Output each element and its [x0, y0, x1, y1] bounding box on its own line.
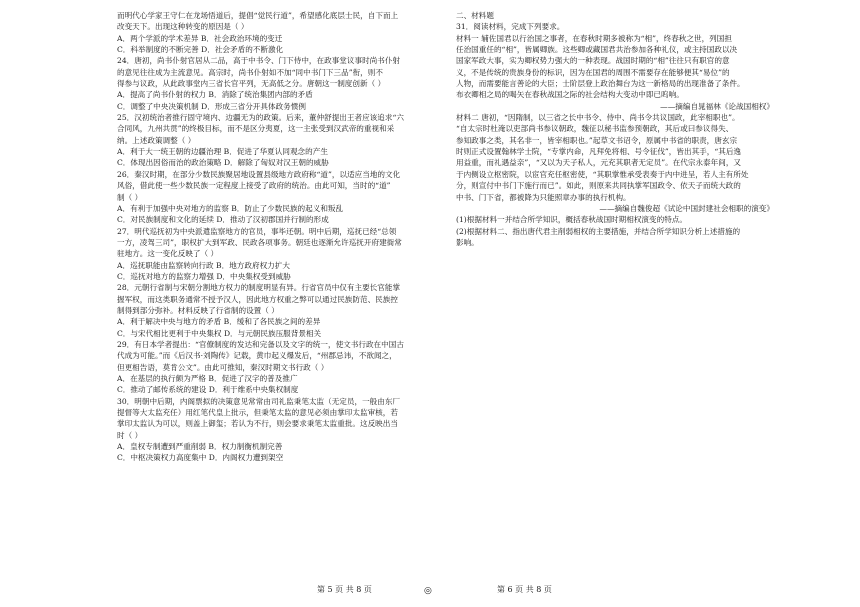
- right-column-line: 二、材料题: [456, 11, 494, 20]
- left-column-line: C．对民族制度和文化的延续 D．推动了汉初郡国并行制的形成: [117, 215, 329, 225]
- left-column-line: 纳。上述政策调整（ ）: [117, 135, 196, 145]
- right-column-line: 用益重，而礼遇益亲”，“又以为天子私人，元充其职者无定员”。在代宗永泰年间，又: [456, 158, 742, 168]
- right-column-line: 时则正式设置翰林学士院，“专掌内命，凡拜免将相、号令征伐”，皆出其手，“其后逸: [456, 147, 742, 157]
- left-column-line: 掌印太监认为可以，则盖上御玺；若认为不行，则会要求秉笔太监重批。这反映出当: [117, 419, 398, 429]
- left-column-line: A．皇权专制遭到严重削弱 B．权力制衡机制完善: [117, 442, 283, 452]
- right-column-line: 中书、门下省，都被降为只能照章办事的执行机构。: [456, 192, 631, 202]
- left-column-line: 的意见往往成为主流意见。高宗时，尚书仆射如不加“同中书门下三品”衔，则不: [117, 67, 383, 77]
- right-column-line: 布衣卿相之局的喝矢在春秋战国之际的社会结构大变动中即已呜响。: [456, 90, 684, 100]
- left-column-line: 29．有日本学者提出：“官僚制度的发达和完备以及文字的统一，使文书行政在中国古: [117, 339, 404, 349]
- right-column-line: (1)根据材料一并结合所学知识，概括春秋战国时期相权演变的特点。: [456, 215, 687, 225]
- left-column-line: C．巡抚对地方的监察力增强 D．中央集权受到威胁: [117, 271, 291, 281]
- left-column-line: A．两个学派的学术差异 B．社会政治环境的变迁: [117, 33, 283, 43]
- right-column: [456, 10, 774, 248]
- left-column-line: C．与宋代相比更利于中央集权 D．与元朝民族压服背景相关: [117, 328, 322, 338]
- left-column-line: A．有利于加强中央对地方的监察 B．防止了少数民族的起义和叛乱: [117, 203, 344, 213]
- right-column-line: “自太宗时杜淹以吏部尚书参议朝政，魏征以秘书监参预朝政，其后或曰参议得失、: [456, 124, 734, 134]
- left-column-line: 27．明代巡抚初为中央派遣监察地方的官员，事毕还朝。明中后期，巡抚已经“总领: [117, 226, 397, 236]
- right-column-line: 材料一 辅佐国君以行治国之事者，在春秋时期多被称为“相”，终春秋之世，列国担: [456, 33, 732, 43]
- right-column-line: ——摘编自魏俊超《试论中国封建社会相职的演变》: [599, 203, 774, 213]
- right-column-line: 影响。: [456, 237, 479, 247]
- left-column-line: C．推动了邮传系统的建设 D．利于维系中央集权制度: [117, 385, 299, 395]
- left-column-line: 制得到部分弥补。材料反映了行省制的设置（ ）: [117, 305, 279, 315]
- left-column: [117, 10, 434, 464]
- left-column-line: A．利于大一统王朝的边疆治理 B．促进了华夏认同观念的产生: [117, 147, 328, 157]
- right-column-line: 义，不是传统的贵族身份的标识，因为在国君的周围不需要存在能够便其“易位”的: [456, 67, 730, 77]
- right-column-line: ——摘编自晁福林《论战国相权》: [660, 101, 774, 111]
- left-column-line: 风俗，借此使一些少数民族一定程度上接受了政府的统治。由此可知，当时的“道”: [117, 181, 391, 191]
- right-column-line: (2)根据材料二、指出唐代君主削弱相权的主要措施，并结合所学知识分析上述措施的: [456, 226, 741, 236]
- left-column-line: C．科举制度的不断完善 D．社会矛盾的不断激化: [117, 45, 284, 55]
- left-column-line: 28．元朝行省制与宋朝分割地方权力的制度明显有异。行省官员中仅有主要长官能掌: [117, 283, 401, 293]
- left-column-line: C．体现出因俗而治的政治策略 D．解除了匈奴对汉王朝的威胁: [117, 158, 329, 168]
- binding-mark-icon: ◎: [424, 586, 432, 596]
- page-number-right: 第 6 页 共 8 页: [497, 585, 552, 594]
- left-column-line: C．调整了中央决策机制 D．形成三省分开具体政务惯例: [117, 101, 306, 111]
- right-column-line: 任治国重任的“相”，皆属卿族。这些卿或藏国君共治参加各种礼仪，或主持国政以决: [456, 45, 738, 55]
- left-column-line: 但更相告语，莫肯公文”。由此可推知，秦汉时期文书行政（ ）: [117, 362, 329, 372]
- left-column-line: 而明代心学家王守仁在龙场悟道后，提倡“觉民行道”，希望感化底层士民，自下而上: [117, 11, 399, 20]
- right-column-line: 参知政事之类，其名非一，皆宰相职也。”起草文书诏令，原属中书省的职责，唐玄宗: [456, 135, 738, 145]
- left-column-line: C．中枢决策权力高度集中 D．内阁权力遭到架空: [117, 453, 284, 463]
- left-column-line: 26．秦汉时期，在部分少数民族聚居地设置县级地方政府称“道”，以适应当地的文化: [117, 169, 401, 179]
- left-column-line: A．在基层的执行颇为严格 B．促进了汉字的普及推广: [117, 374, 298, 383]
- left-column-line: 驻地方。这一变化反映了（ ）: [117, 249, 219, 259]
- left-column-line: 24．唐初，尚书仆射官居从二品，高于中书令、门下侍中，在政事堂议事时尚书仆射: [117, 56, 401, 66]
- left-column-line: 一方，凌驾三司”，职权扩大到军政、民政各项事务。朝廷也逐渐允许巡抚开府建衙常: [117, 237, 402, 247]
- left-column-line: 时（ ）: [117, 430, 143, 440]
- left-column-line: A．利于解决中央与地方的矛盾 B．缓和了各民族之间的差异: [117, 317, 321, 327]
- left-column-line: 代成为可能。”而《后汉书·刘陶传》记载，黄巾起义爆发后，“州郡忌讳，不欲闻之，: [117, 351, 397, 361]
- left-column-line: 握军权，而这类职务通常不授予汉人，因此地方权重之弊可以通过民族防范、民族控: [117, 294, 398, 304]
- left-column-line: 制（ ）: [117, 192, 143, 202]
- right-column-line: 国家军政大事，实为卿权势力强大的一种表现。战国时期的“相”往往只有职官的意: [456, 56, 730, 66]
- page-number-left: 第 5 页 共 8 页: [317, 585, 372, 594]
- left-column-line: 改变天下。出现这种转变的原因是（ ）: [117, 22, 249, 32]
- right-column-line: 分，则宣付中书门下施行而已”。如此，则原来共同执掌军国政令、依天子而统大政的: [456, 181, 741, 191]
- left-column-line: 合同风，九州共贯”的终极目标，而不是区分夷夏，这一主张受到汉武帝的重视和采: [117, 124, 395, 134]
- right-column-line: 于内侧设立枢密院，以宦官充任枢密使，“其职掌惟承受表奏于内中进呈，若人主有所处: [456, 169, 749, 179]
- left-column-line: 30．明朝中后期，内阁票拟的决策意见常常由司礼监秉笔太监（无定员，一般由东厂: [117, 396, 401, 406]
- left-column-line: 得参与议政，从此政事堂内三省长官平列，无高低之分。唐朝这一制度创新（ ）: [117, 79, 386, 89]
- left-column-line: 提督等大太监充任）用红笔代皇上批示，但秉笔太监的意见必须由掌印太监审核，若: [117, 408, 398, 418]
- left-column-line: A．巡抚职能由监察转向行政 B．地方政府权力扩大: [117, 260, 290, 270]
- left-column-line: A．提高了尚书仆射的权力 B．消除了统治集团内部的矛盾: [117, 90, 313, 100]
- right-column-line: 31．阅读材料，完成下列要求。: [456, 22, 565, 32]
- right-column-line: 材料二 唐初，“因隋制，以三省之长中书令、侍中、尚书令共议国政，此宰相职也”。: [456, 113, 740, 123]
- right-column-line: 人物，而需要能言善论的大臣；士阶层登上政治舞台为这一新格局的出现准备了条件。: [456, 79, 745, 89]
- left-column-line: 25．汉初统治者推行固守境内、边疆无为的政策。后来，董仲舒提出王者应该追求“六: [117, 113, 404, 123]
